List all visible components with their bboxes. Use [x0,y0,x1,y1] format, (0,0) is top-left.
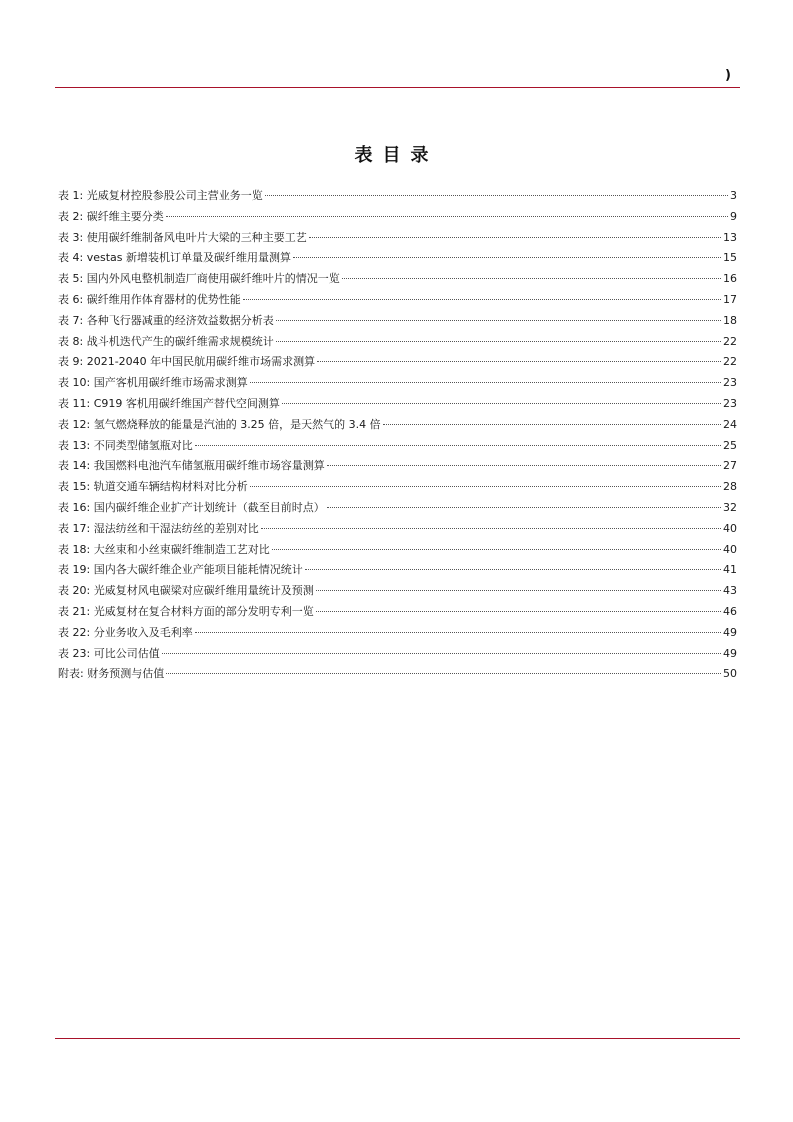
toc-entry-page: 25 [723,438,737,452]
toc-leader-dots [316,611,721,612]
toc-entry-label: 表 12: 氢气燃烧释放的能量是汽油的 3.25 倍，是天然气的 3.4 倍 [58,417,381,431]
toc-entry-label: 表 9: 2021-2040 年中国民航用碳纤维市场需求测算 [58,355,316,369]
header-rule [55,87,740,88]
toc-leader-dots [316,590,721,591]
toc-leader-dots [309,237,721,238]
toc-entry-label: 表 5: 国内外风电整机制造厂商使用碳纤维叶片的情况一览 [58,272,340,286]
page-title: 表目录 [354,145,439,166]
toc-entry-label: 表 19: 国内各大碳纤维企业产能项目能耗情况统计 [58,563,303,577]
toc-entry[interactable] [58,394,737,415]
toc-entry-page: 16 [723,272,737,286]
toc-entry-page: 22 [723,355,737,369]
toc-entry-page: 13 [723,230,737,244]
toc-entry-label: 表 22: 分业务收入及毛利率 [58,625,193,639]
toc-entry[interactable] [58,623,737,644]
toc-entry[interactable] [58,311,737,332]
toc-entry[interactable] [58,269,737,290]
toc-entry-label: 表 18: 大丝束和小丝束碳纤维制造工艺对比 [58,542,270,556]
toc-entry-label: 表 3: 使用碳纤维制备风电叶片大梁的三种主要工艺 [58,230,307,244]
toc-leader-dots [195,632,721,633]
toc-entry[interactable] [58,602,737,623]
toc-entry-label: 表 8: 战斗机迭代产生的碳纤维需求规模统计 [58,334,274,348]
toc-entry-page: 22 [723,334,737,348]
toc-entry[interactable] [58,290,737,311]
toc-entry[interactable] [58,332,737,353]
toc-entry-label: 表 10: 国产客机用碳纤维市场需求测算 [58,376,248,390]
toc-leader-dots [383,424,721,425]
toc-leader-dots [166,216,728,217]
toc-entry-label: 表 13: 不同类型储氢瓶对比 [58,438,193,452]
header-mark: ) [725,68,731,83]
table-of-contents [58,186,737,685]
toc-entry-page: 17 [723,292,737,306]
toc-entry-page: 28 [723,480,737,494]
toc-leader-dots [327,465,721,466]
toc-entry-label: 表 1: 光威复材控股参股公司主营业务一览 [58,189,263,202]
toc-leader-dots [162,653,721,654]
toc-entry-page: 23 [723,396,737,410]
toc-entry[interactable] [58,664,737,685]
toc-entry[interactable] [58,207,737,228]
toc-entry-page: 18 [723,313,737,327]
toc-entry-label: 表 6: 碳纤维用作体育器材的优势性能 [58,292,241,306]
toc-entry[interactable] [58,415,737,436]
toc-leader-dots [305,569,721,570]
toc-entry-page: 49 [723,646,737,660]
toc-leader-dots [243,299,721,300]
toc-entry-label: 表 20: 光威复材风电碳梁对应碳纤维用量统计及预测 [58,584,314,598]
toc-entry[interactable] [58,352,737,373]
toc-entry-label: 附表: 财务预测与估值 [58,667,165,681]
toc-leader-dots [276,320,721,321]
toc-entry-label: 表 7: 各种飞行器减重的经济效益数据分析表 [58,313,274,327]
toc-leader-dots [317,361,721,362]
toc-entry-page: 40 [723,521,737,535]
toc-entry[interactable] [58,519,737,540]
toc-entry-page: 23 [723,376,737,390]
toc-entry[interactable] [58,498,737,519]
toc-entry-page: 41 [723,563,737,577]
toc-entry-label: 表 2: 碳纤维主要分类 [58,209,164,223]
toc-entry[interactable] [58,644,737,665]
toc-entry[interactable] [58,456,737,477]
toc-entry[interactable] [58,581,737,602]
toc-entry-label: 表 4: vestas 新增装机订单量及碳纤维用量测算 [58,251,291,265]
toc-entry[interactable] [58,477,737,498]
toc-entry-label: 表 23: 可比公司估值 [58,646,160,660]
toc-entry-page: 40 [723,542,737,556]
toc-entry-label: 表 21: 光威复材在复合材料方面的部分发明专利一览 [58,604,314,618]
toc-entry-page: 43 [723,584,737,598]
toc-entry-page: 46 [723,604,737,618]
toc-leader-dots [327,507,721,508]
toc-leader-dots [261,528,721,529]
toc-entry-page: 32 [723,500,737,514]
toc-entry-label: 表 15: 轨道交通车辆结构材料对比分析 [58,480,248,494]
toc-leader-dots [272,549,721,550]
toc-leader-dots [166,673,721,674]
toc-leader-dots [195,445,721,446]
toc-leader-dots [250,486,721,487]
toc-entry-page: 27 [723,459,737,473]
toc-entry[interactable] [58,248,737,269]
toc-entry-label: 表 16: 国内碳纤维企业扩产计划统计（截至目前时点） [58,500,325,514]
toc-entry[interactable] [58,436,737,457]
toc-entry[interactable] [58,373,737,394]
toc-entry-page: 50 [723,667,737,681]
toc-leader-dots [250,382,721,383]
toc-entry-page: 9 [730,209,737,223]
toc-entry-page: 3 [730,189,737,202]
toc-entry-label: 表 17: 湿法纺丝和干湿法纺丝的差别对比 [58,521,259,535]
toc-entry[interactable] [58,560,737,581]
toc-entry[interactable] [58,186,737,207]
footer-rule [55,1038,740,1039]
toc-leader-dots [342,278,721,279]
toc-leader-dots [276,341,721,342]
toc-entry[interactable] [58,540,737,561]
toc-entry-page: 15 [723,251,737,265]
toc-entry-page: 49 [723,625,737,639]
toc-entry-label: 表 14: 我国燃料电池汽车储氢瓶用碳纤维市场容量测算 [58,459,325,473]
toc-entry-label: 表 11: C919 客机用碳纤维国产替代空间测算 [58,396,280,410]
toc-leader-dots [293,257,721,258]
toc-entry[interactable] [58,228,737,249]
toc-leader-dots [265,195,728,196]
toc-entry-page: 24 [723,417,737,431]
toc-leader-dots [282,403,721,404]
